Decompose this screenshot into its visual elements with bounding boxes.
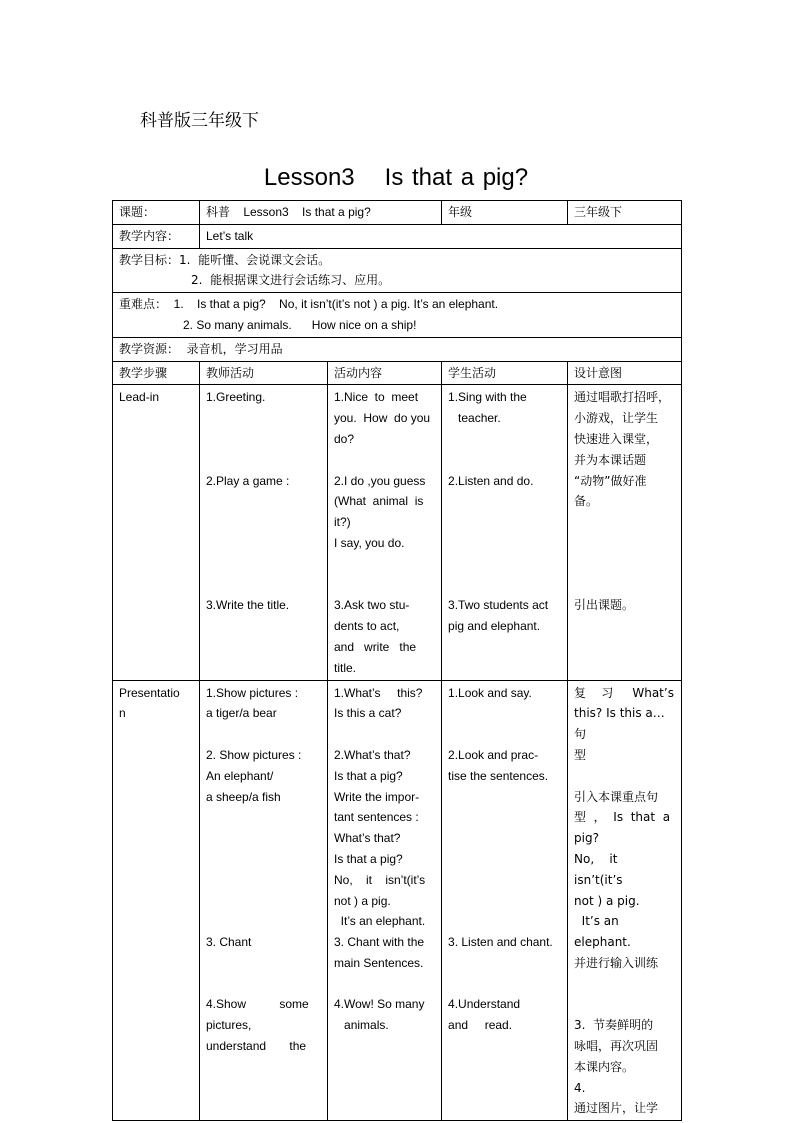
cell-line <box>448 870 561 891</box>
cell-line <box>334 724 435 745</box>
cell-line: dents to act, <box>334 619 400 634</box>
cell-line: 2.Play a game : <box>206 473 290 488</box>
topic-label: 课题： <box>113 201 200 225</box>
cell-line: 1.Show pictures : <box>206 685 299 700</box>
key-points-line-1: 重难点： 1. Is that a pig? No, it isn’t(it’s not ) a pig. It’s an elephant. <box>119 297 499 312</box>
cell-line: 3. Chant <box>206 935 252 950</box>
cell-line: understand the <box>206 1039 307 1054</box>
cell-line: 引出课题。 <box>574 598 635 613</box>
cell-line <box>448 724 561 745</box>
cell-line: An elephant/ <box>206 768 274 783</box>
key-points-row <box>113 293 682 338</box>
cell-line <box>206 429 321 450</box>
content-label: 教学内容： <box>113 224 200 248</box>
stage-step <box>113 680 200 1121</box>
teacher-activity <box>200 385 328 680</box>
cell-line: it?) <box>334 515 351 530</box>
cell-line: pig? <box>574 831 599 846</box>
cell-line <box>574 974 675 995</box>
cell-line: do? <box>334 431 355 446</box>
cell-line <box>206 491 321 512</box>
cell-line <box>206 974 321 995</box>
cell-line <box>448 703 561 724</box>
col-header-teacher: 教师活动 <box>200 361 328 385</box>
col-header-student: 学生活动 <box>442 361 568 385</box>
cell-line <box>448 512 561 533</box>
student-activity <box>442 385 568 680</box>
cell-line <box>448 575 561 596</box>
cell-line: you. How do you <box>334 411 431 426</box>
cell-line: 快速进入课堂， <box>574 431 659 446</box>
cell-line <box>448 554 561 575</box>
cell-line: 4.Understand <box>448 997 521 1012</box>
cell-line: 并进行输入训练 <box>574 955 659 970</box>
cell-line <box>574 533 675 554</box>
cell-line: and write the <box>334 639 417 654</box>
cell-line: 4. <box>574 1080 586 1095</box>
cell-line: 备。 <box>574 494 599 509</box>
cell-line <box>448 891 561 912</box>
cell-line <box>206 849 321 870</box>
cell-line <box>206 408 321 429</box>
cell-line: 并为本课话题 <box>574 452 647 467</box>
cell-line <box>334 554 435 575</box>
cell-line <box>334 450 435 471</box>
cell-line <box>448 491 561 512</box>
content-value: Let’s talk <box>200 224 682 248</box>
lesson-number: Lesson3 <box>263 164 355 191</box>
cell-line <box>206 450 321 471</box>
cell-line: a tiger/a bear <box>206 706 277 721</box>
cell-line <box>448 429 561 450</box>
cell-line: Is this a cat? <box>334 706 402 721</box>
column-header-row <box>113 361 682 385</box>
cell-line <box>206 953 321 974</box>
cell-line: Is that a pig? <box>334 851 403 866</box>
grade-label: 年级 <box>442 201 568 225</box>
cell-line: pictures, <box>206 1018 252 1033</box>
cell-line <box>574 994 675 1015</box>
col-header-content: 活动内容 <box>328 361 442 385</box>
cell-line <box>334 575 435 596</box>
cell-line: not ) a pig. <box>574 893 640 908</box>
cell-line <box>448 828 561 849</box>
activity-content <box>328 680 442 1121</box>
cell-line: 复 习 What’s <box>574 685 674 700</box>
cell-line <box>574 554 675 575</box>
cell-line: 小游戏，让学生 <box>574 411 659 426</box>
cell-line <box>206 891 321 912</box>
cell-line <box>206 870 321 891</box>
cell-line: (What animal is <box>334 494 424 509</box>
cell-line: n <box>119 706 126 721</box>
cell-line: 型 ， Is that a <box>574 810 671 825</box>
cell-line: 2.What’s that? <box>334 747 411 762</box>
cell-line <box>206 533 321 554</box>
cell-line: tant sentences : <box>334 810 419 825</box>
cell-line: 3.Write the title. <box>206 598 290 613</box>
topic-value: 科普 Lesson3 Is that a pig? <box>200 201 442 225</box>
content-row <box>113 224 682 248</box>
cell-line <box>448 953 561 974</box>
cell-line: 1.Nice to meet <box>334 390 419 405</box>
cell-line <box>448 911 561 932</box>
cell-line: Lead-in <box>119 390 160 405</box>
cell-line: It’s an elephant. <box>334 914 426 929</box>
page-title <box>112 164 680 192</box>
cell-line <box>206 724 321 745</box>
cell-line: animals. <box>334 1018 389 1033</box>
topic-row <box>113 201 682 225</box>
cell-line: 4.Wow! So many <box>334 997 425 1012</box>
cell-line: 1.Sing with the <box>448 390 527 405</box>
header-label: 科普版三年级下 <box>140 111 259 131</box>
stage-row-lead-in <box>113 385 682 680</box>
cell-line <box>574 575 675 596</box>
cell-line: No, it isn’t(it’s <box>334 872 426 887</box>
cell-line: 4.Show some <box>206 997 309 1012</box>
cell-line <box>448 807 561 828</box>
cell-line: 1.What’s this? <box>334 685 423 700</box>
stage-step <box>113 385 200 680</box>
cell-line <box>448 974 561 995</box>
cell-line <box>448 533 561 554</box>
cell-line <box>206 554 321 575</box>
cell-line: 3. 节奏鲜明的 <box>574 1018 654 1033</box>
cell-line: Is that a pig? <box>334 768 403 783</box>
cell-line <box>206 807 321 828</box>
activity-content <box>328 385 442 680</box>
cell-line <box>448 450 561 471</box>
cell-line: not ) a pig. <box>334 893 391 908</box>
cell-line: 通过唱歌打招呼， <box>574 390 671 405</box>
teacher-activity <box>200 680 328 1121</box>
cell-line: a sheep/a fish <box>206 789 281 804</box>
cell-line <box>574 766 675 787</box>
cell-line <box>206 512 321 533</box>
cell-line: 型 <box>574 747 587 762</box>
design-intent <box>568 385 682 680</box>
resources-cell: 教学资源： 录音机，学习用品 <box>113 337 682 361</box>
cell-line: No, it isn’t(it’s <box>574 851 633 887</box>
cell-line: 引入本课重点句 <box>574 789 659 804</box>
cell-line: 2.I do ,you guess <box>334 473 426 488</box>
design-intent <box>568 680 682 1121</box>
cell-line: 咏唱，再次巩固 <box>574 1039 659 1054</box>
cell-line: Presentatio <box>119 685 180 700</box>
key-points-line-2: 2. So many animals. How nice on a ship! <box>183 317 417 332</box>
cell-line: pig and elephant. <box>448 619 541 634</box>
cell-line: 1.Look and say. <box>448 685 532 700</box>
cell-line: 3.Ask two stu- <box>334 598 410 613</box>
goals-row <box>113 248 682 293</box>
cell-line: main Sentences. <box>334 955 424 970</box>
goals-line-1: 教学目标：1. 能听懂、会说课文会话。 <box>119 252 331 267</box>
cell-line: 2. Show pictures : <box>206 747 302 762</box>
goals-cell <box>113 248 682 293</box>
lesson-topic: Is that a pig? <box>384 164 529 191</box>
cell-line: It’s an elephant. <box>574 914 631 950</box>
cell-line: Write the impor- <box>334 789 420 804</box>
lesson-plan-table <box>112 200 682 1121</box>
cell-line: I say, you do. <box>334 535 405 550</box>
grade-value: 三年级下 <box>568 201 682 225</box>
cell-line: 3. Chant with the <box>334 935 425 950</box>
cell-line: “动物”做好准 <box>574 473 647 488</box>
cell-line <box>206 575 321 596</box>
cell-line: 1.Greeting. <box>206 390 266 405</box>
cell-line <box>448 787 561 808</box>
key-points-cell <box>113 293 682 338</box>
cell-line: What’s that? <box>334 831 401 846</box>
student-activity <box>442 680 568 1121</box>
cell-line <box>574 512 675 533</box>
cell-line: tise the sentences. <box>448 768 549 783</box>
cell-line <box>206 911 321 932</box>
stage-row-presentation <box>113 680 682 1121</box>
cell-line: 2.Look and prac- <box>448 747 539 762</box>
cell-line <box>206 828 321 849</box>
col-header-step: 教学步骤 <box>113 361 200 385</box>
goals-line-2: 2. 能根据课文进行会话练习、应用。 <box>191 273 391 288</box>
cell-line: 本课内容。 <box>574 1059 635 1074</box>
cell-line: 2.Listen and do. <box>448 473 534 488</box>
col-header-intent: 设计意图 <box>568 361 682 385</box>
resources-row <box>113 337 682 361</box>
cell-line: and read. <box>448 1018 513 1033</box>
cell-line: 3. Listen and chant. <box>448 935 553 950</box>
cell-line <box>334 974 435 995</box>
cell-line: title. <box>334 660 357 675</box>
cell-line: teacher. <box>448 411 501 426</box>
cell-line <box>448 849 561 870</box>
cell-line: this? Is this a…句 <box>574 706 665 742</box>
cell-line: 通过图片，让学 <box>574 1101 659 1116</box>
cell-line: 3.Two students act <box>448 598 549 613</box>
